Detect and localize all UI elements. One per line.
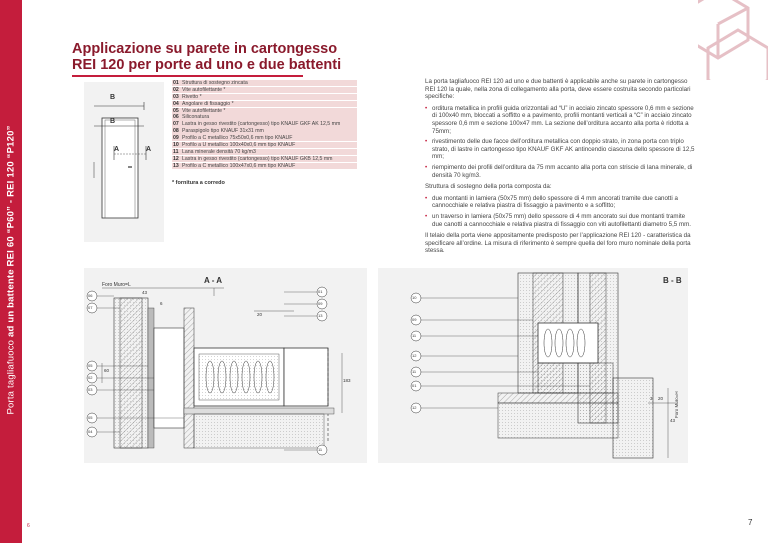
legend-text: Profilo a C metallico 100x47x0,6 mm tipo KNAUF <box>182 162 296 169</box>
legend-row <box>172 142 357 148</box>
callout-label: 06 <box>88 293 93 298</box>
legend-text: Angolare di fissaggio * <box>182 100 234 107</box>
section-a-svg <box>84 268 367 463</box>
door-label-a-right: A <box>146 146 152 153</box>
legend-number: 11 <box>173 148 179 155</box>
door-label-b-top: B <box>110 94 116 101</box>
callout-label: 11 <box>412 369 417 374</box>
legend <box>172 80 357 170</box>
legend-row <box>172 156 357 162</box>
callout-label: 07 <box>88 305 93 310</box>
legend-text: Vite autofilettante * <box>182 107 226 114</box>
decorative-cube-logo <box>698 0 768 80</box>
sidebar <box>0 0 22 543</box>
section-b-title: B - B <box>663 276 682 285</box>
body-text <box>425 78 697 259</box>
legend-row <box>172 121 357 127</box>
page-number: 7 <box>748 518 753 527</box>
legend-number: 02 <box>173 86 179 93</box>
body-list-1 <box>425 105 697 179</box>
title-line-2: REI 120 per porte ad uno e due battenti <box>72 57 342 73</box>
callout-label: 01 <box>318 289 323 294</box>
callout-label: 13 <box>318 313 323 318</box>
legend-text: Struttura di sostegno zincata <box>182 80 248 86</box>
callout-label: 04 <box>88 429 93 434</box>
section-b-svg <box>378 268 688 463</box>
page-left-mark: 6 <box>27 523 30 529</box>
legend-number: 13 <box>173 162 179 169</box>
list-item: • rivestimento delle due facce dell’orditura metallica con doppio strato, in zona porta con triplo strato, di lastre in cartongesso tipo KNAUF GKF AK antincendio ciascuna dello spessore di 12,5 mm; <box>425 138 697 161</box>
callout-label: 12 <box>412 353 417 358</box>
callout-label: 05 <box>88 415 93 420</box>
list-item: • riempimento dei profili dell’orditura da 75 mm accanto alla porta con striscie di lana minerale, di densità 70 kg/m3. <box>425 164 697 179</box>
section-a-drawing <box>84 268 367 463</box>
callout-label: 09 <box>318 301 323 306</box>
section-a-title: A - A <box>204 276 223 285</box>
legend-row <box>172 163 357 169</box>
callout-label: 03 <box>88 387 93 392</box>
page-title <box>72 41 341 73</box>
legend-row <box>172 114 357 120</box>
legend-text: Vite autofilettante * <box>182 86 226 93</box>
door-elevation-drawing <box>84 82 164 242</box>
legend-row <box>172 108 357 114</box>
list-item: • due montanti in lamiera (50x75 mm) dello spessore di 4 mm ancorati tramite due canotti a cannocchiale e relativa piastra di fissaggio a pavimento e a soffitto; <box>425 195 697 210</box>
body-paragraph: Il telaio della porta viene appositamente predisposto per l’applicazione REI 120 - caratteristica da specificare all’ordine. La misura di riferimento è sempre quella del foro muro nominale della porta stessa. <box>425 232 691 255</box>
body-paragraph: La porta tagliafuoco REI 120 ad uno e due battenti è applicabile anche su parete in cartongesso REI 120 la quale, nella zona di collegamento alla porta, deve essere costruita secondo particolari specifiche: <box>425 78 691 101</box>
legend-number: 01 <box>173 80 179 86</box>
legend-number: 12 <box>173 155 179 162</box>
section-b-drawing <box>378 268 688 463</box>
legend-row <box>172 135 357 141</box>
dim-label: 43 <box>670 418 676 423</box>
sidebar-emphasis: ad un battente REI 60 “P60” - REI 120 “P120” <box>5 125 17 337</box>
callout-label: 11 <box>318 447 323 452</box>
legend-text: Siliconatura <box>182 114 210 121</box>
legend-text: Profilo a C metallico 75x50x0,6 mm tipo KNAUF <box>182 135 293 142</box>
legend-row <box>172 101 357 107</box>
door-elevation <box>84 82 164 242</box>
legend-number: 04 <box>173 100 179 107</box>
dim-label: 60 <box>104 368 110 373</box>
list-item: • un traverso in lamiera (50x75 mm) dello spessore di 4 mm ancorato sui due montanti tramite due canotti a cannocchiale e relativa piastra di fissaggio con viti autofilettanti diametro 5,5 mm. <box>425 213 697 228</box>
dim-label: 3 <box>650 396 653 401</box>
dim-label: 20 <box>658 396 664 401</box>
legend-number: 08 <box>173 128 179 135</box>
body-list-2 <box>425 195 697 228</box>
title-rule <box>72 75 303 77</box>
legend-number: 06 <box>173 114 179 121</box>
legend-text: Lastra in gesso rivestito (cartongesso) tipo KNAUF GKF AK 12,5 mm <box>182 121 341 128</box>
legend-text: Lastra in gesso rivestito (cartongesso) tipo KNAUF GKB 12,5 mm <box>182 155 333 162</box>
legend-number: 10 <box>173 142 179 149</box>
title-line-1: Applicazione su parete in cartongesso <box>72 41 338 57</box>
legend-number: 05 <box>173 107 179 114</box>
callout-label: 01 <box>412 383 417 388</box>
door-label-a-left: A <box>114 146 120 153</box>
legend-text: Rivetto * <box>182 93 202 100</box>
section-a-foro-label: Foro Muro=L <box>102 282 131 288</box>
legend-text: Paraspigolo tipo KNAUF 31x31 mm <box>182 128 264 135</box>
footnote: * fornitura a corredo <box>172 180 225 186</box>
callout-label: 11 <box>412 333 417 338</box>
callout-label: 02 <box>88 375 93 380</box>
section-b-foro-label: Foro Muro=H <box>674 391 679 418</box>
dim-label: 6 <box>160 301 163 306</box>
door-label-b-mid: B <box>110 118 116 125</box>
callout-label: 10 <box>412 295 417 300</box>
legend-text: Profilo a U metallico 100x40x0,6 mm tipo KNAUF <box>182 142 296 149</box>
legend-row <box>172 87 357 93</box>
legend-number: 03 <box>173 93 179 100</box>
legend-row <box>172 149 357 155</box>
dim-label: 43 <box>142 290 148 295</box>
legend-number: 09 <box>173 135 179 142</box>
callout-label: 12 <box>412 405 417 410</box>
body-paragraph: Struttura di sostegno della porta composta da: <box>425 183 552 191</box>
dim-label: 20 <box>257 312 263 317</box>
legend-number: 07 <box>173 121 179 128</box>
sidebar-prefix: Porta tagliafuoco <box>5 337 17 415</box>
callout-label: 05 <box>88 363 93 368</box>
legend-text: Lana minerale densità 70 kg/m3 <box>182 148 256 155</box>
legend-row <box>172 94 357 100</box>
dim-label: 183 <box>343 378 351 383</box>
sidebar-title <box>6 125 17 414</box>
callout-label: 09 <box>412 317 417 322</box>
legend-row <box>172 80 357 86</box>
legend-row <box>172 128 357 134</box>
list-item: • orditura metallica in profili guida orizzontali ad “U” in acciaio zincato spessore 0,6 mm e sezione di 100x40 mm, bloccati a soffitto e a pavimento, profili montanti verticali a “C” in acciaio zincato spessore 0,6 mm e sezione 100x47 mm. La sezione dell’orditura accanto alla porta è ridotta a 75mm; <box>425 105 697 135</box>
